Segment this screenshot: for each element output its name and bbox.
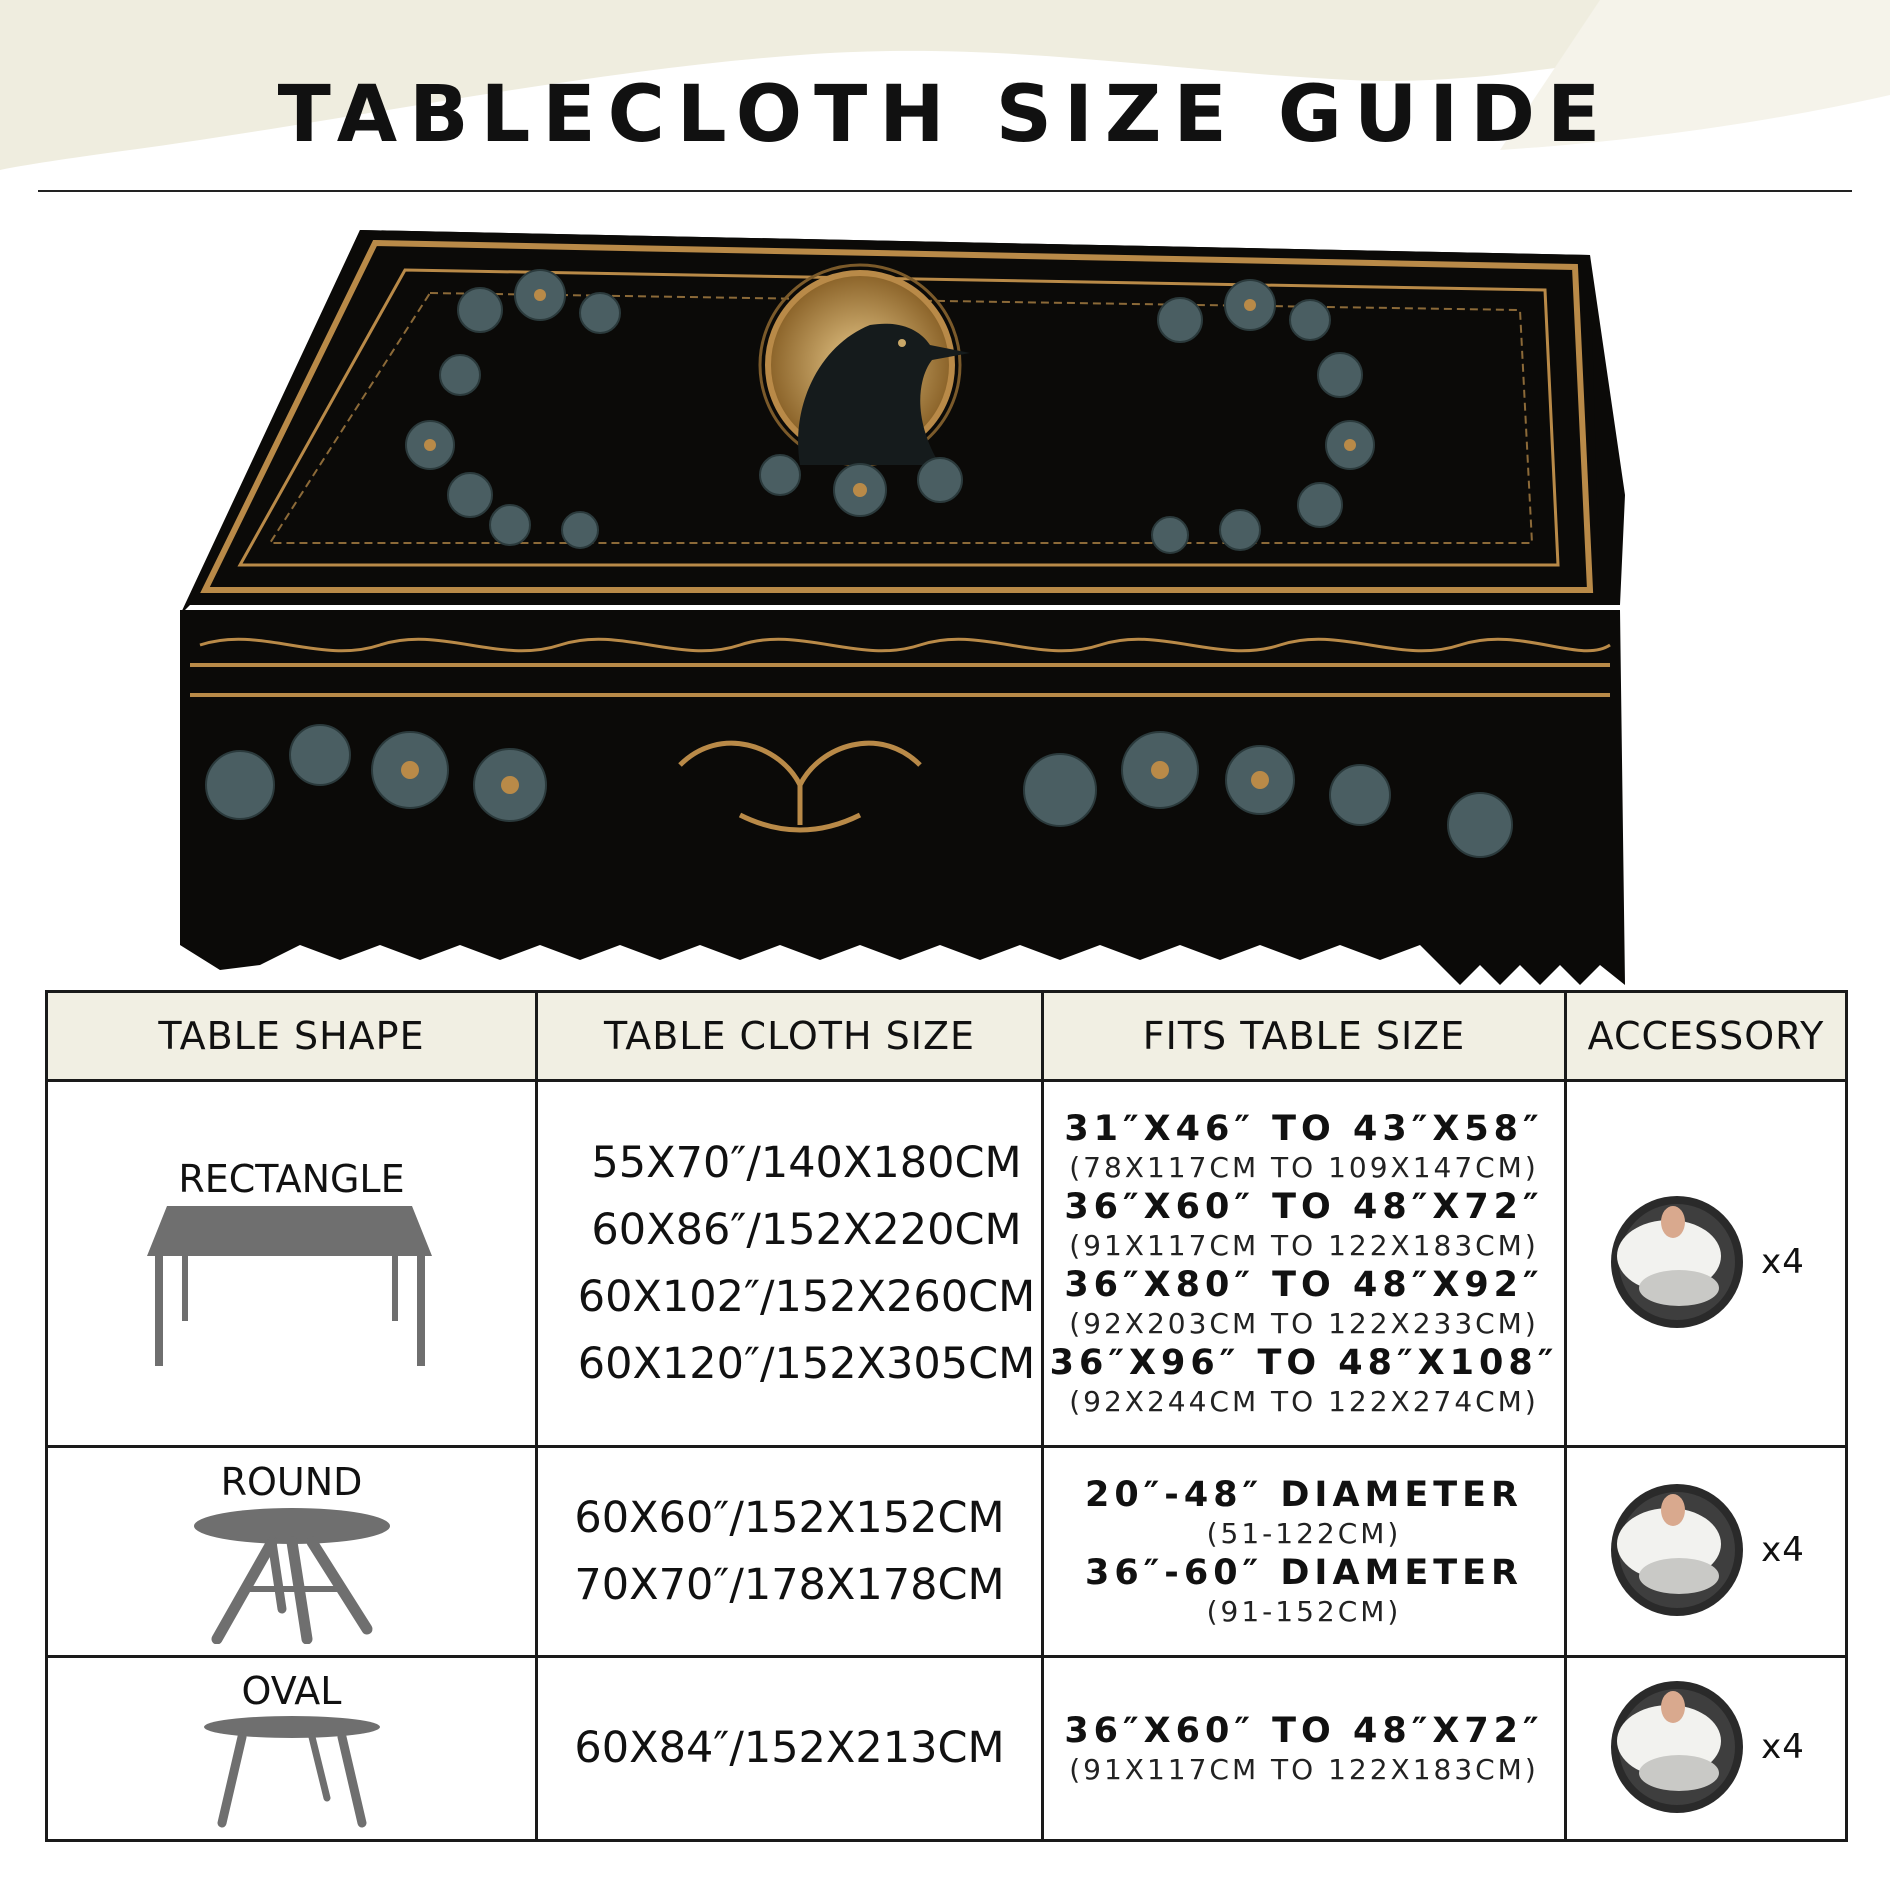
fit-cm: (92X244CM TO 122X274CM) bbox=[1069, 1384, 1539, 1418]
shape-label: RECTANGLE bbox=[178, 1156, 405, 1201]
cloth-size: 70X70″/178X178CM bbox=[574, 1559, 1005, 1610]
fit-inch: 36″X60″ TO 48″X72″ bbox=[1064, 1710, 1544, 1751]
fit-cm: (92X203CM TO 122X233CM) bbox=[1069, 1306, 1539, 1340]
shape-cell bbox=[47, 1657, 537, 1841]
cloth-size-cell bbox=[537, 1657, 1043, 1841]
velcro-dot-icon bbox=[1607, 1480, 1747, 1620]
cloth-size: 60X84″/152X213CM bbox=[574, 1723, 1005, 1773]
rectangle-table-icon bbox=[147, 1201, 437, 1371]
table-row-rectangle bbox=[47, 1081, 1847, 1447]
fit-cm: (91X117CM TO 122X183CM) bbox=[1069, 1228, 1539, 1262]
round-table-icon bbox=[192, 1504, 392, 1644]
cloth-size: 55X70″/140X180CM bbox=[591, 1137, 1022, 1188]
size-guide-table bbox=[45, 990, 1848, 1842]
header-row bbox=[47, 992, 1847, 1081]
velcro-dot-icon bbox=[1607, 1192, 1747, 1332]
velcro-dot-icon bbox=[1607, 1677, 1747, 1817]
page-title: TABLECLOTH SIZE GUIDE bbox=[277, 70, 1613, 160]
fit-cm: (91-152CM) bbox=[1206, 1594, 1402, 1628]
cloth-size-cell bbox=[537, 1447, 1043, 1657]
fit-inch: 36″X60″ TO 48″X72″ bbox=[1064, 1186, 1544, 1227]
cloth-size: 60X60″/152X152CM bbox=[574, 1492, 1005, 1543]
accessory-count: x4 bbox=[1761, 1241, 1805, 1282]
header-fits-table-size: FITS TABLE SIZE bbox=[1043, 992, 1566, 1081]
table-row-oval bbox=[47, 1657, 1847, 1841]
table-row-round bbox=[47, 1447, 1847, 1657]
accessory-count: x4 bbox=[1761, 1529, 1805, 1570]
fit-cm: (91X117CM TO 122X183CM) bbox=[1069, 1752, 1539, 1786]
fit-cm: (78X117CM TO 109X147CM) bbox=[1069, 1150, 1539, 1184]
fits-size-cell bbox=[1043, 1447, 1566, 1657]
accessory-cell bbox=[1566, 1657, 1847, 1841]
accessory-cell bbox=[1566, 1447, 1847, 1657]
fit-entry bbox=[1044, 1710, 1564, 1788]
fits-size-cell bbox=[1043, 1081, 1566, 1447]
fit-inch: 36″-60″ DIAMETER bbox=[1084, 1552, 1524, 1593]
fits-size-cell bbox=[1043, 1657, 1566, 1841]
accessory-count: x4 bbox=[1761, 1726, 1805, 1767]
oval-table-icon bbox=[202, 1713, 382, 1828]
title-divider bbox=[38, 190, 1852, 192]
cloth-size: 60X102″/152X260CM bbox=[577, 1271, 1036, 1322]
fit-entry bbox=[1044, 1186, 1564, 1264]
shape-cell bbox=[47, 1081, 537, 1447]
fit-entry bbox=[1044, 1342, 1564, 1420]
raven-tablecloth-image bbox=[180, 225, 1670, 985]
shape-cell bbox=[47, 1447, 537, 1657]
header-table-cloth-size: TABLE CLOTH SIZE bbox=[537, 992, 1043, 1081]
cloth-size: 60X86″/152X220CM bbox=[591, 1204, 1022, 1255]
fit-entry bbox=[1044, 1552, 1564, 1630]
cloth-size-cell bbox=[537, 1081, 1043, 1447]
fit-entry bbox=[1044, 1108, 1564, 1186]
shape-label: ROUND bbox=[220, 1459, 363, 1504]
fit-inch: 36″X80″ TO 48″X92″ bbox=[1064, 1264, 1544, 1305]
header-accessory: ACCESSORY bbox=[1566, 992, 1847, 1081]
fit-cm: (51-122CM) bbox=[1206, 1516, 1402, 1550]
fit-inch: 31″X46″ TO 43″X58″ bbox=[1064, 1108, 1544, 1149]
fit-inch: 36″X96″ TO 48″X108″ bbox=[1049, 1342, 1559, 1383]
header-table-shape: TABLE SHAPE bbox=[47, 992, 537, 1081]
shape-label: OVAL bbox=[241, 1669, 342, 1713]
fit-inch: 20″-48″ DIAMETER bbox=[1084, 1474, 1524, 1515]
fit-entry bbox=[1044, 1264, 1564, 1342]
accessory-cell bbox=[1566, 1081, 1847, 1447]
fit-entry bbox=[1044, 1474, 1564, 1552]
cloth-size: 60X120″/152X305CM bbox=[577, 1338, 1036, 1389]
